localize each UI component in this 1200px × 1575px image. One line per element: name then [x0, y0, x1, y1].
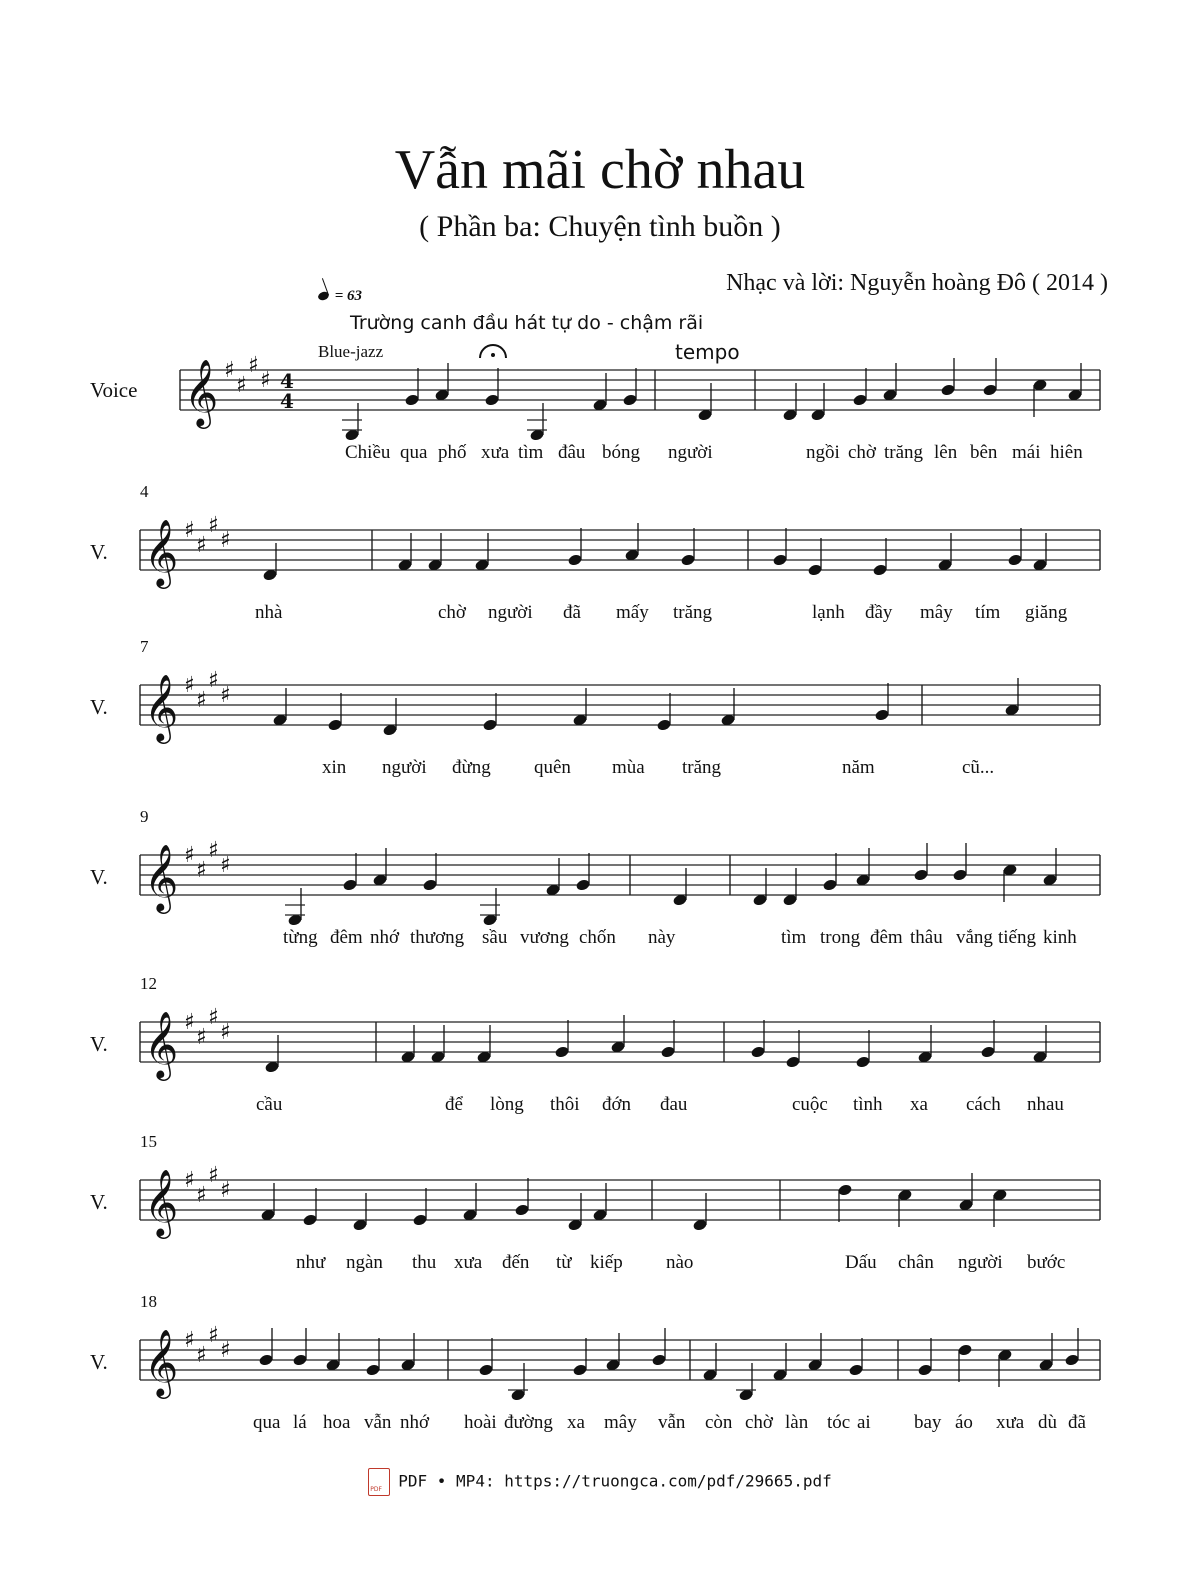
lyric-syllable: chờ	[745, 1412, 773, 1433]
lyric-syllable: dù	[1038, 1412, 1057, 1433]
footer-text: PDF • MP4: https://truongca.com/pdf/29665.pdf	[398, 1471, 832, 1491]
lyric-syllable: mấy	[616, 602, 649, 623]
lyric-syllable: chờ	[438, 602, 466, 623]
lyric-syllable: mái	[1012, 442, 1041, 463]
treble-clef-icon: 𝄞	[144, 843, 179, 911]
lyric-syllable: đã	[1068, 1412, 1086, 1433]
lyric-syllable: đớn	[602, 1094, 632, 1115]
song-title: Vẫn mãi chờ nhau	[394, 139, 806, 201]
treble-clef-icon: 𝄞	[144, 1328, 179, 1396]
lyric-syllable: lên	[934, 442, 958, 463]
lyric-syllable: bước	[1027, 1252, 1066, 1273]
measure-number: 15	[140, 1132, 157, 1151]
lyric-syllable: tím	[975, 602, 1001, 623]
lyric-syllable: đâu	[558, 442, 586, 463]
treble-clef-icon: 𝄞	[144, 1010, 179, 1078]
staff-system	[180, 353, 1100, 442]
tempo-value: = 63	[334, 288, 363, 304]
staff-system	[140, 838, 1100, 927]
lyric-syllable: Dấu	[845, 1252, 877, 1273]
lyric-syllable: vẫn	[658, 1412, 686, 1433]
lyric-syllable: qua	[253, 1412, 281, 1433]
lyric-syllable: thâu	[910, 927, 943, 948]
lyric-syllable: cũ...	[962, 757, 995, 778]
lyric-syllable: hiên	[1050, 442, 1083, 463]
staff-system	[140, 513, 1100, 589]
lyric-syllable: cuộc	[792, 1094, 828, 1115]
staff-system	[140, 1163, 1100, 1239]
lyric-syllable: này	[648, 927, 676, 948]
lyric-syllable: từng	[283, 927, 318, 948]
lyric-syllable: trăng	[673, 602, 713, 623]
sharp-icon: ♯	[196, 1343, 207, 1368]
lyric-syllable: đã	[563, 602, 581, 623]
sharp-icon: ♯	[196, 1025, 207, 1050]
sharp-icon: ♯	[208, 1005, 219, 1030]
sharp-icon: ♯	[236, 373, 247, 398]
lyric-syllable: kinh	[1043, 927, 1077, 948]
sharp-icon: ♯	[220, 1178, 231, 1203]
lyric-syllable: cầu	[256, 1094, 283, 1115]
sharp-icon: ♯	[184, 518, 195, 543]
lyric-syllable: như	[296, 1252, 326, 1273]
lyric-syllable: chân	[898, 1252, 934, 1273]
lyric-syllable: đầy	[865, 602, 893, 623]
lyric-syllable: trăng	[682, 757, 722, 778]
staff-system	[140, 668, 1100, 744]
sharp-icon: ♯	[220, 528, 231, 553]
lyric-syllable: vẫn	[364, 1412, 392, 1433]
measure-number: 9	[140, 807, 149, 826]
footer-link[interactable]	[0, 1468, 1200, 1496]
measure-number: 18	[140, 1292, 157, 1311]
sharp-icon: ♯	[184, 843, 195, 868]
lyric-syllable: xưa	[481, 442, 510, 463]
lyric-syllable: ai	[857, 1412, 871, 1433]
lyric-syllable: cách	[966, 1094, 1001, 1115]
instrument-abbr: V.	[90, 540, 108, 564]
sharp-icon: ♯	[208, 1163, 219, 1188]
sharp-icon: ♯	[184, 673, 195, 698]
lyric-syllable: trong	[820, 927, 861, 948]
instrument-abbr: V.	[90, 695, 108, 719]
lyric-syllable: thôi	[550, 1094, 580, 1115]
sharp-icon: ♯	[184, 1010, 195, 1035]
lyric-syllable: sầu	[482, 927, 508, 948]
treble-clef-icon: 𝄞	[144, 673, 179, 741]
lyric-syllable: người	[668, 442, 713, 463]
sharp-icon: ♯	[184, 1328, 195, 1353]
lyric-syllable: nhà	[255, 602, 283, 623]
lyric-syllable: lòng	[490, 1094, 524, 1115]
lyric-syllable: ngồi	[806, 442, 840, 463]
lyric-syllable: qua	[400, 442, 428, 463]
lyric-syllable: để	[445, 1094, 463, 1115]
lyric-syllable: nhau	[1027, 1094, 1064, 1115]
sharp-icon: ♯	[260, 368, 271, 393]
sharp-icon: ♯	[196, 533, 207, 558]
lyric-syllable: hoa	[323, 1412, 351, 1433]
lyric-syllable: đau	[660, 1094, 688, 1115]
lyric-syllable: giăng	[1025, 602, 1068, 623]
lyric-syllable: người	[958, 1252, 1003, 1273]
lyric-syllable: làn	[785, 1412, 809, 1433]
lyric-syllable: đường	[504, 1412, 553, 1433]
lyric-syllable: xưa	[996, 1412, 1025, 1433]
lyric-syllable: kiếp	[590, 1252, 623, 1273]
sharp-icon: ♯	[208, 668, 219, 693]
lyric-syllable: hoài	[464, 1412, 497, 1433]
sharp-icon: ♯	[208, 513, 219, 538]
lyric-syllable: tóc	[827, 1412, 851, 1433]
lyric-syllable: áo	[955, 1412, 973, 1433]
lyric-syllable: đến	[502, 1252, 530, 1273]
measure-number: 12	[140, 974, 157, 993]
lyric-syllable: trăng	[884, 442, 924, 463]
staff-system	[140, 1005, 1100, 1081]
lyric-syllable: xa	[567, 1412, 585, 1433]
instrument-abbr: V.	[90, 865, 108, 889]
lyric-syllable: tiếng	[998, 927, 1036, 948]
lyric-syllable: năm	[842, 757, 875, 778]
lyric-syllable: vương	[520, 927, 569, 948]
lyric-syllable: ngàn	[346, 1252, 383, 1273]
treble-clef-icon: 𝄞	[144, 1168, 179, 1236]
sharp-icon: ♯	[196, 1183, 207, 1208]
lyric-syllable: xưa	[454, 1252, 483, 1273]
lyric-syllable: xin	[322, 757, 347, 778]
lyric-syllable: Chiều	[345, 442, 391, 463]
lyric-syllable: lạnh	[812, 602, 845, 623]
sharp-icon: ♯	[220, 853, 231, 878]
lyric-syllable: đêm	[330, 927, 363, 948]
measure-number: 7	[140, 637, 149, 656]
lyric-syllable: tình	[853, 1094, 883, 1115]
lyric-syllable: đêm	[870, 927, 903, 948]
sharp-icon: ♯	[224, 358, 235, 383]
lyric-syllable: chờ	[848, 442, 876, 463]
sharp-icon: ♯	[220, 683, 231, 708]
lyric-syllable: mùa	[612, 757, 645, 778]
instrument-abbr: V.	[90, 1032, 108, 1056]
sharp-icon: ♯	[248, 353, 259, 378]
staff-system	[140, 1323, 1100, 1402]
lyric-syllable: còn	[705, 1412, 733, 1433]
lyric-syllable: đừng	[452, 757, 491, 778]
sharp-icon: ♯	[208, 838, 219, 863]
time-signature-bottom: 4	[280, 389, 294, 413]
lyric-syllable: chốn	[579, 927, 616, 948]
performance-direction: Trường canh đầu hát tự do - chậm rãi	[350, 312, 704, 334]
instrument-abbr: V.	[90, 1190, 108, 1214]
sharp-icon: ♯	[196, 688, 207, 713]
lyric-syllable: nhớ	[400, 1412, 430, 1433]
lyric-syllable: mây	[604, 1412, 637, 1433]
lyric-syllable: từ	[556, 1252, 572, 1273]
lyric-syllable: xa	[910, 1094, 928, 1115]
lyric-syllable: người	[488, 602, 533, 623]
style-marking: Blue-jazz	[318, 342, 384, 361]
sharp-icon: ♯	[220, 1020, 231, 1045]
sharp-icon: ♯	[208, 1323, 219, 1348]
lyric-syllable: nhớ	[370, 927, 400, 948]
lyric-syllable: thương	[410, 927, 465, 948]
lyric-syllable: vắng	[956, 927, 993, 948]
time-signature-top: 4	[280, 369, 294, 393]
lyric-syllable: bên	[970, 442, 998, 463]
sharp-icon: ♯	[220, 1338, 231, 1363]
instrument-abbr: V.	[90, 1350, 108, 1374]
song-subtitle: ( Phần ba: Chuyện tình buồn )	[419, 210, 781, 243]
composer-credit: Nhạc và lời: Nguyễn hoàng Đô ( 2014 )	[726, 270, 1108, 296]
lyric-syllable: tìm	[781, 927, 807, 948]
instrument-name: Voice	[90, 378, 138, 402]
tempo-direction: tempo	[675, 340, 740, 364]
lyric-syllable: thu	[412, 1252, 437, 1273]
lyric-syllable: bóng	[602, 442, 640, 463]
lyric-syllable: nào	[666, 1252, 694, 1273]
sharp-icon: ♯	[196, 858, 207, 883]
lyric-syllable: người	[382, 757, 427, 778]
treble-clef-icon: 𝄞	[144, 518, 179, 586]
lyric-syllable: mây	[920, 602, 953, 623]
lyric-syllable: quên	[534, 757, 571, 778]
lyric-syllable: phố	[438, 442, 467, 463]
lyric-syllable: lá	[293, 1412, 307, 1433]
measure-number: 4	[140, 482, 149, 501]
fermata-dot	[491, 353, 495, 357]
sharp-icon: ♯	[184, 1168, 195, 1193]
lyric-syllable: tìm	[518, 442, 544, 463]
treble-clef-icon: 𝄞	[184, 358, 219, 426]
pdf-file-icon	[368, 1468, 390, 1496]
lyric-syllable: bay	[914, 1412, 942, 1433]
